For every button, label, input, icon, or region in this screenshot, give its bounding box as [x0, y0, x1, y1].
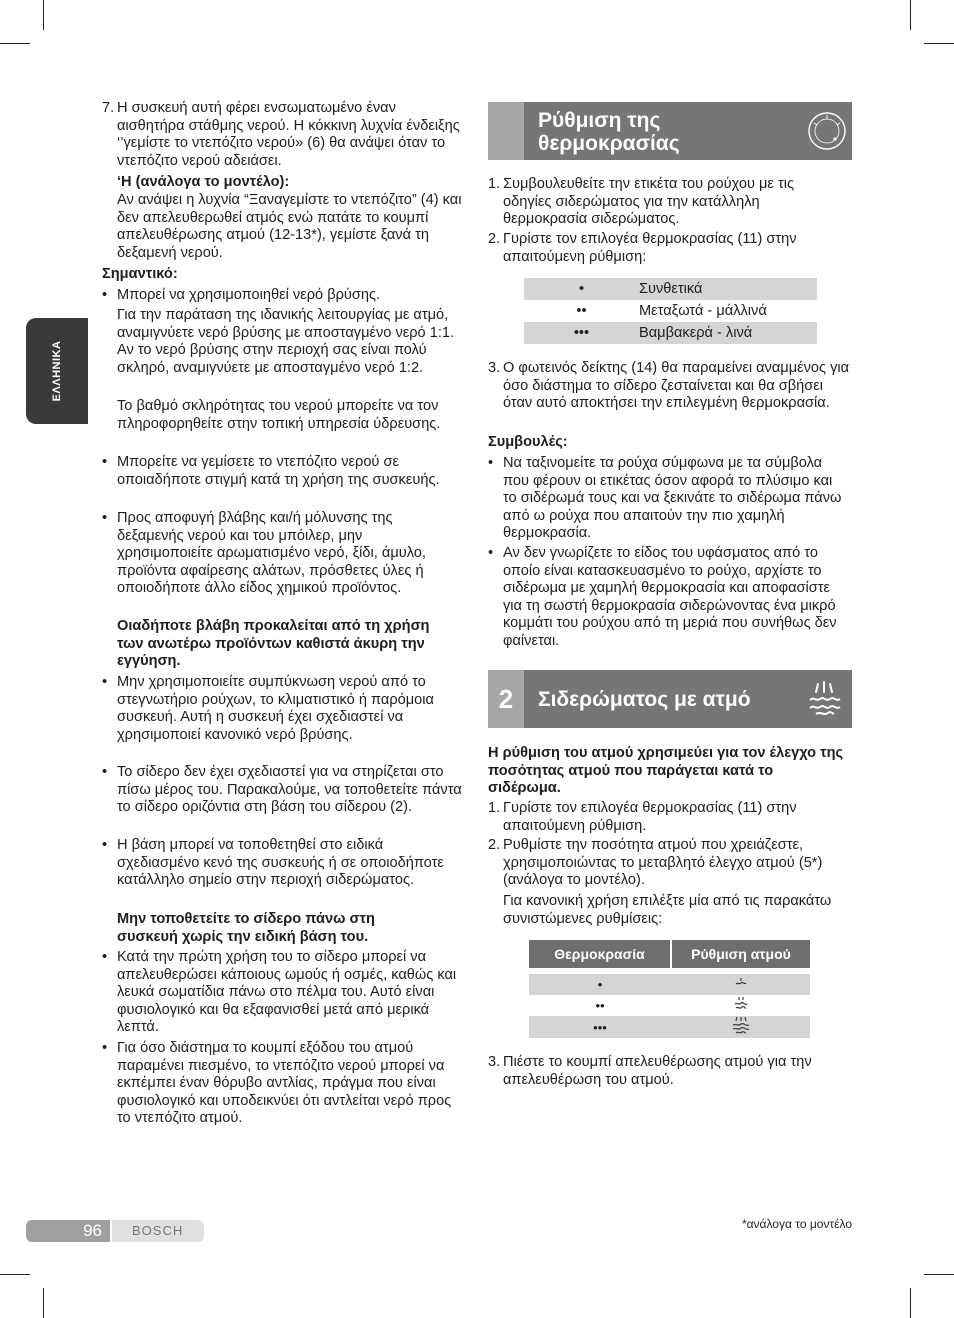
step-text: Γυρίστε τον επιλογέα θερμοκρασίας (11) στην απαιτούμενη ρύθμιση. — [503, 800, 797, 834]
step-text: Γυρίστε τον επιλογέα θερμοκρασίας (11) στην απαιτούμενη ρύθμιση: — [503, 231, 797, 265]
crop-mark — [910, 0, 911, 30]
bullet-text: Μπορεί να χρησιμοποιηθεί νερό βρύσης. — [117, 287, 381, 303]
bullet: • — [102, 454, 108, 470]
table-row — [524, 278, 817, 300]
column-header: Ρύθμιση ατμού — [671, 940, 810, 968]
temp-dots: • — [529, 974, 671, 995]
warranty-warning: Οιαδήποτε βλάβη προκαλείται από τη χρήση των ανωτέρω προϊόντων καθιστά άκυρη την εγγύηση. — [117, 618, 430, 670]
bullet: • — [102, 949, 108, 965]
bullet: • — [102, 1040, 108, 1056]
language-tab-label: ΕΛΛΗΝΙΚΑ — [51, 340, 63, 402]
section-title: Ρύθμιση της θερμοκρασίας — [538, 109, 680, 155]
column-header: Θερμοκρασία — [529, 940, 671, 968]
step-text: Για κανονική χρήση επιλέξτε μία από τις παρακάτω συνιστώμενες ρυθμίσεις: — [503, 893, 832, 927]
table-row — [529, 974, 810, 995]
temperature-dial-icon — [806, 110, 848, 152]
item-number: 2. — [488, 837, 501, 853]
medium-steam-icon — [671, 995, 810, 1016]
bullet-text: Η βάση μπορεί να τοποθετηθεί στο ειδικά σχεδιασμένο κενό της συσκευής ή σε οποιοδήποτε κατάλληλο σημείο στην περιοχή σιδερώματος. — [117, 837, 444, 889]
fabric-label: Βαμβακερά - λινά — [639, 322, 817, 344]
high-steam-icon — [671, 1016, 810, 1038]
brand-tab — [112, 1220, 204, 1242]
model-note-text: Αν ανάψει η λυχνία “Ξαναγεμίστε το ντεπόζιτο” (4) και δεν απελευθερωθεί ατμός ενώ πατάτε το κουμπί απελευθέρωσης ατμού (12-13*), γεμίστε ξανά τη δεξαμενή νερού. — [117, 192, 462, 261]
step-text: Συμβουλευθείτε την ετικέτα του ρούχου με τις οδηγίες σιδερώματος για την κατάλληλη θερμοκρασία σιδερώματος. — [503, 176, 795, 228]
crop-mark — [43, 0, 44, 30]
bullet-text: Για όσο διάστημα το κουμπί εξόδου του ατμού παραμένει πιεσμένο, το ντεπόζιτο νερού μπορεί να εκπέμπει έναν θόρυβο αντλίας, πράγμα που είναι φυσιολογικό και υποδεικνύει ότι αντλείται νερό προς το ντεπόζιτο ατμού. — [117, 1040, 452, 1127]
bullet-text: Το βαθμό σκληρότητας του νερού μπορείτε να τον πληροφορηθείτε στην τοπική υπηρεσία ύδρευσης. — [117, 398, 441, 432]
item-number: 1. — [488, 176, 501, 192]
bullet: • — [102, 764, 108, 780]
temp-dots: • — [524, 278, 639, 300]
steam-icon — [802, 678, 846, 720]
crop-mark — [0, 43, 30, 44]
table-row — [529, 995, 810, 1016]
bullet-text: Το σίδερο δεν έχει σχεδιαστεί για να στηρίζεται στο πίσω μέρος του. Παρακαλούμε, να τοποθετείτε πάντα το σίδερο οριζόντια στη βάση του σίδερου (2). — [117, 764, 462, 816]
header-square — [488, 102, 524, 160]
crop-mark — [924, 1274, 954, 1275]
bullet: • — [488, 545, 494, 561]
table-row — [524, 300, 817, 322]
model-note-label: ‘Η (ανάλογα το μοντέλο): — [117, 174, 290, 190]
important-heading: Σημαντικό: — [102, 266, 178, 282]
crop-mark — [924, 43, 954, 44]
bullet-text: Μπορείτε να γεμίσετε το ντεπόζιτο νερού σε οποιαδήποτε στιγμή κατά τη χρήση της συσκευής. — [117, 454, 440, 488]
page-number: 96 — [83, 1221, 102, 1240]
brand-name: BOSCH — [132, 1223, 184, 1238]
bullet-text: Μην χρησιμοποιείτε συμπύκνωση νερού από το στεγνωτήριο ρούχων, το κλιματιστικό ή παρόμοια συσκευή. Αυτή η συσκευή έχει σχεδιαστεί να χρησιμοποιεί κανονικό νερό βρύσης. — [117, 674, 434, 743]
section-title: Σιδερώματος με ατμό — [538, 688, 751, 711]
bullet: • — [102, 287, 108, 303]
item-number: 7. — [102, 100, 115, 116]
steam-settings-table — [529, 940, 810, 1038]
crop-mark — [910, 1288, 911, 1318]
bullet-text: Για την παράταση της ιδανικής λειτουργίας με ατμό, αναμιγνύετε νερό βρύσης με αποσταγμένο νερό 1:1. Αν το νερό βρύσης στην περιοχή σας είναι πολύ σκληρό, αναμιγνύετε με αποσταγμένο νερό 1:2. — [117, 307, 455, 376]
language-tab — [26, 318, 88, 424]
tip-text: Να ταξινομείτε τα ρούχα σύμφωνα με τα σύμβολα που φέρουν οι ετικέτας όσον αφορά το πλύσιμο και το σιδέρωμά τους και να ξεκινάτε το σιδέρωμα πάνω από ω ρούχα που απαιτούν την πιο χαμηλή θερμοκρασία. — [503, 455, 842, 542]
page-number-tab — [26, 1220, 110, 1242]
low-steam-icon — [671, 974, 810, 995]
crop-mark — [0, 1274, 30, 1275]
item-number: 3. — [488, 1054, 501, 1070]
section-number: 2 — [498, 683, 514, 714]
step-text: Ο φωτεινός δείκτης (14) θα παραμείνει αναμμένος για όσο διάστημα το σίδερο ζεσταίνεται και θα σβήσει όταν αυτό αποκτήσει την επιλεγμένη θερμοκρασία. — [503, 360, 850, 412]
bullet: • — [102, 837, 108, 853]
section-header-steam — [488, 670, 852, 728]
section-header-temperature — [488, 102, 852, 160]
bullet-text: Προς αποφυγή βλάβης και/ή μόλυνσης της δεξαμενής νερού και του μπόιλερ, μην χρησιμοποιείτε αρωματισμένο νερό, ξίδι, άμυλο, προϊόντα αφαίρεσης αλάτων, πρόσθετες ύλες ή οποιοδήποτε άλλο είδος χημικού προϊόντος. — [117, 510, 426, 597]
step-text: Πιέστε το κουμπί απελευθέρωσης ατμού για την απελευθέρωση του ατμού. — [503, 1054, 812, 1088]
temp-dots: ••• — [524, 322, 639, 344]
fabric-label: Συνθετικά — [639, 278, 817, 300]
tip-text: Αν δεν γνωρίζετε το είδος του υφάσματος από το οποίο είναι κατασκευασμένο το ρούχο, αρχίστε το σιδέρωμα με χαμηλή θερμοκρασία και αποφασίστε για τη σωστή θερμοκρασία σιδερώνοντας ένα μικρό κομμάτι του ρούχου από τη μεριά που συνήθως δεν φαίνεται. — [503, 545, 837, 649]
base-warning: Μην τοποθετείτε το σίδερο πάνω στη συσκευή χωρίς την ειδική βάση του. — [117, 911, 375, 945]
item-number: 3. — [488, 360, 501, 376]
crop-mark — [43, 1288, 44, 1318]
bullet-text: Κατά την πρώτη χρήση του το σίδερο μπορεί να απελευθερώσει κάποιους ωμούς ή οσμές, καθώς και λευκά σωματίδια πάνω στο πέλμα του. Αυτό είναι φυσιολογικό και θα εξαφανισθεί μετά από μερικά λεπτά. — [117, 949, 457, 1036]
temp-dots: ••• — [529, 1016, 671, 1038]
fabric-label: Μεταξωτά - μάλλινά — [639, 303, 767, 319]
bullet: • — [102, 510, 108, 526]
temp-dots: •• — [576, 303, 587, 319]
steam-intro: Η ρύθμιση του ατμού χρησιμεύει για τον έλεγχο της ποσότητας ατμού που παράγεται κατά το σιδέρωμα. — [488, 745, 844, 797]
temperature-table — [524, 278, 817, 344]
bullet: • — [488, 455, 494, 471]
item-number: 1. — [488, 800, 501, 816]
temp-dots: •• — [595, 998, 605, 1013]
item-7-text: Η συσκευή αυτή φέρει ενσωματωμένο έναν αισθητήρα στάθμης νερού. Η κόκκινη λυχνία ένδειξης ‘’γεμίστε το ντεπόζιτο νερού» (6) θα ανάψει όταν το ντεπόζιτο νερού αδειάσει. — [117, 100, 460, 169]
table-row — [524, 322, 817, 344]
bullet: • — [102, 674, 108, 690]
table-header-row — [529, 940, 810, 968]
item-number: 2. — [488, 231, 501, 247]
table-row — [529, 1016, 810, 1038]
model-footnote: *ανάλογα το μοντέλο — [741, 1217, 852, 1231]
tips-heading: Συμβουλές: — [488, 434, 568, 450]
step-text: Ρυθμίστε την ποσότητα ατμού που χρειάζεστε, χρησιμοποιώντας το μεταβλητό έλεγχο ατμού (5*) (ανάλογα το μοντέλο). — [503, 837, 823, 889]
